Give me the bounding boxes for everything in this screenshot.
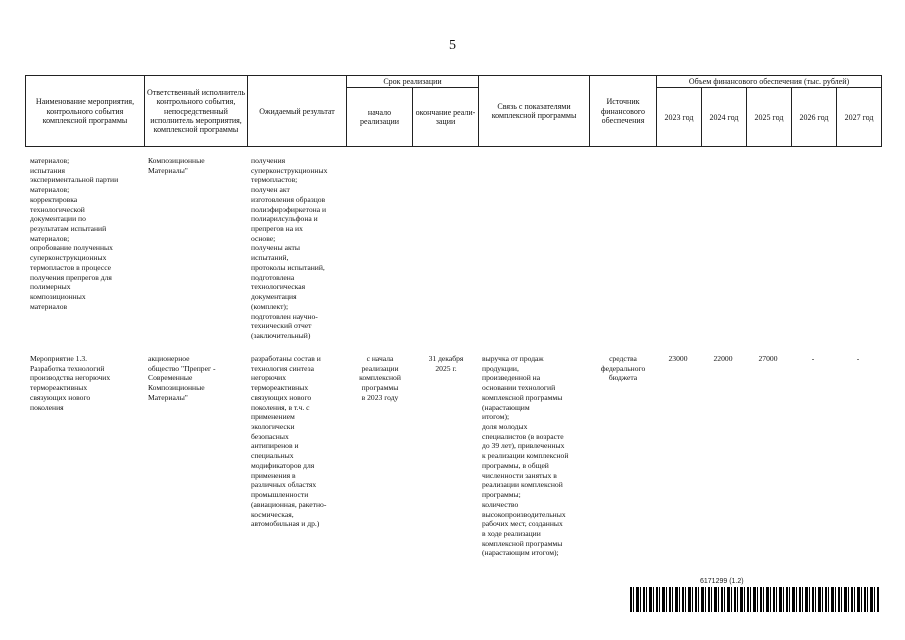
row2-2026: - [811,354,815,363]
row2-start: с начала реализации комплексной программы в 2023 году [359,354,401,402]
header-table [25,75,882,147]
col-source-header: Источник финансового обеспечения [590,76,657,147]
barcode-image [630,587,880,612]
col-period-header: Срок реализации [347,76,479,88]
page-number: 5 [449,38,456,53]
row2-executor: акционерное общество "Препрег - Современные Композиционные Материалы" [148,354,216,402]
col-result-header: Ожидаемый результат [248,76,347,147]
row2-source: средства федерального бюджета [600,354,646,383]
col-start-header: начало реализации [347,88,413,147]
row2-2023: 23000 [668,354,688,363]
row1-executor: Композиционные Материалы" [148,156,205,175]
row1-result: получения суперконструкционных термопластов; получен акт изготовления образцов полиэфирэфиркетона и полиарилсульфона и препрегов на их основе; получены акты испытаний, протоколы испытаний, подготовлена технологическая документация (комплект); подготовлен научно- технический отчет (заключительный) [251,156,328,340]
row2-2024: 22000 [713,354,733,363]
col-end-header: окончание реали-зации [413,88,479,147]
row2-link: выручка от продаж продукции, произведенной на основании технологий комплексной программы (нарастающим итогом); доля молодых специалистов (в возрасте до 39 лет), привлеченных к реализации комплексной программы, в общей численности занятых в реализации комплексной программы; количество высокопроизводительных рабочих мест, созданных в ходе реализации комплексной программы (нарастающим итогом); [482,354,569,558]
barcode-number: 6171299 (1.2) [700,578,744,585]
col-executor-header: Ответственный исполнитель контрольного события, непосредственный исполнитель мероприятия, комплексной программы [145,76,248,147]
year-2023-header: 2023 год [657,88,702,147]
row2-2025: 27000 [758,354,778,363]
col-name-header: Наименование мероприятия, контрольного события комплексной программы [26,76,145,147]
row1-name: материалов; испытания экспериментальной партии материалов; корректировка технологической документации по результатам испытаний материалов; опробование полученных суперконструкционных термопластов в процессе получения препрегов для полимерных композиционных материалов [30,156,119,311]
row2-end: 31 декабря 2025 г. [428,354,464,373]
col-link-header: Связь с показателями комплексной программы [479,76,590,147]
year-2027-header: 2027 год [837,88,882,147]
row2-2027: - [856,354,860,363]
row2-result: разработаны состав и технология синтеза негорючих термореактивных связующих нового поколения, в т.ч. с применением экологически безопасных антипиренов и специальных модификаторов для применения в различных областях промышленности (авиационная, ракетно- космическая, автомобильная и др.) [251,354,327,529]
year-2025-header: 2025 год [747,88,792,147]
year-2024-header: 2024 год [702,88,747,147]
year-2026-header: 2026 год [792,88,837,147]
row2-name: Мероприятие 1.3. Разработка технологий производства негорючих термореактивных связующих нового поколения [30,354,111,412]
col-funding-header: Объем финансового обеспечения (тыс. рублей) [657,76,882,88]
